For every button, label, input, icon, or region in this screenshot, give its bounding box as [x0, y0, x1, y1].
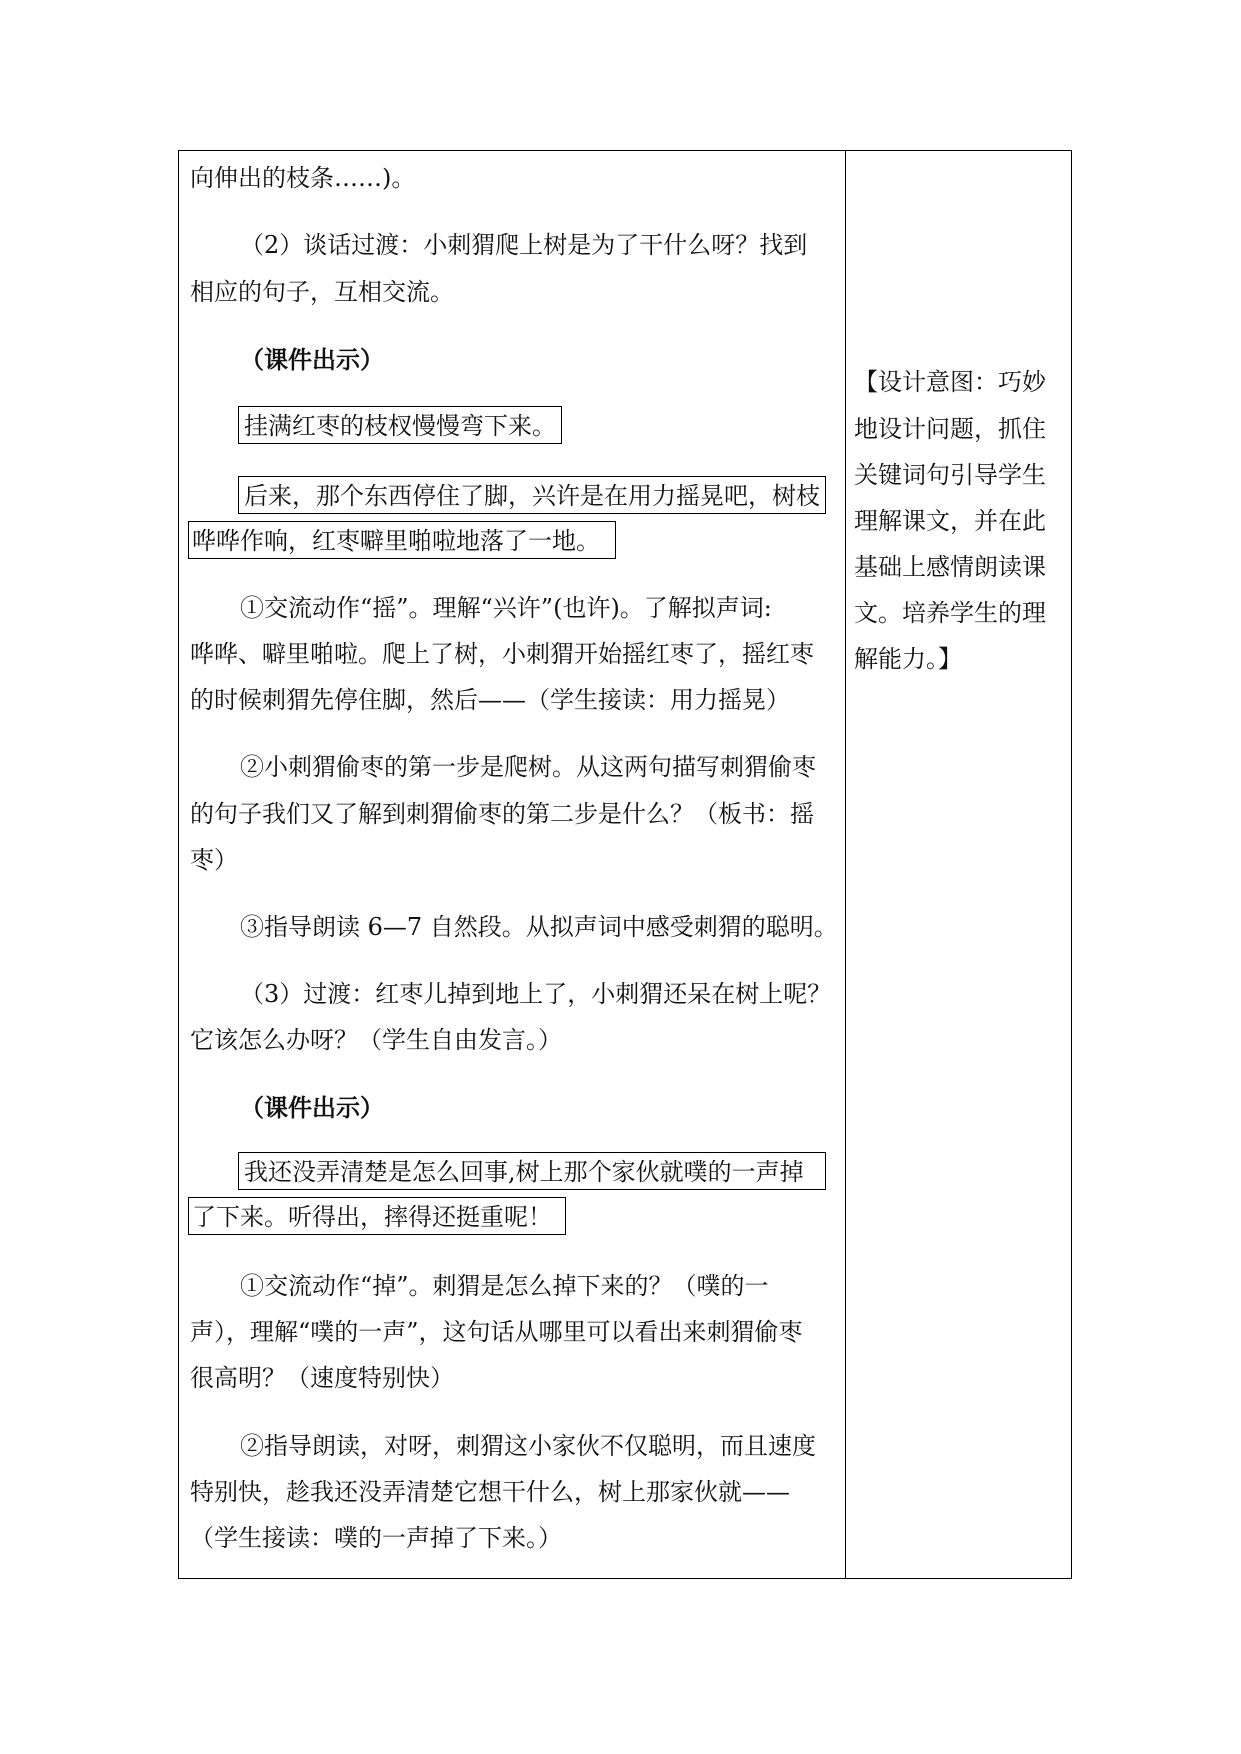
activity-b1-line-3: 很高明？（速度特别快） [190, 1364, 454, 1392]
text-line: 向伸出的枝条……)。 [190, 164, 416, 192]
courseware-heading-2: （课件出示） [240, 1093, 384, 1122]
activity-2-line-2: 的句子我们又了解到刺猬偷枣的第二步是什么？（板书：摇 [190, 800, 814, 828]
activity-2-line-3: 枣） [190, 846, 238, 874]
design-intent-line-6: 文。培养学生的理 [854, 599, 1046, 627]
paragraph-3-line-1: （3）过渡：红枣儿掉到地上了，小刺猬还呆在树上呢？ [240, 980, 832, 1008]
courseware-heading-1: （课件出示） [240, 345, 384, 374]
paragraph-3-line-2: 它该怎么办呀？（学生自由发言。） [190, 1026, 562, 1054]
activity-2-line-1: ②小刺猬偷枣的第一步是爬树。从这两句描写刺猬偷枣 [240, 753, 816, 781]
activity-b2-line-1: ②指导朗读，对呀，刺猬这小家伙不仅聪明，而且速度 [240, 1432, 816, 1460]
design-intent-line-2: 地设计问题，抓住 [854, 415, 1046, 443]
column-divider [845, 151, 846, 1578]
quote-3-line-2: 了下来。听得出，摔得还挺重呢！ [192, 1203, 552, 1231]
design-intent-line-4: 理解课文，并在此 [854, 507, 1046, 535]
design-intent-line-3: 关键词句引导学生 [854, 461, 1046, 489]
design-intent-line-5: 基础上感情朗读课 [854, 553, 1046, 581]
activity-1-line-2: 哗哗、噼里啪啦。爬上了树，小刺猬开始摇红枣了，摇红枣 [190, 640, 814, 668]
quote-2-line-2: 哗哗作响，红枣噼里啪啦地落了一地。 [192, 527, 600, 555]
quote-3-line-1: 我还没弄清楚是怎么回事,树上那个家伙就噗的一声掉 [244, 1158, 804, 1186]
design-intent-line-7: 解能力。】 [854, 645, 962, 673]
activity-b1-line-1: ①交流动作“掉”。刺猬是怎么掉下来的？（噗的一 [240, 1272, 769, 1300]
activity-1-line-1: ①交流动作“摇”。理解“兴许”(也许)。了解拟声词: [240, 594, 772, 622]
quote-1: 挂满红枣的枝杈慢慢弯下来。 [244, 412, 556, 440]
activity-b1-line-2: 声），理解“噗的一声”，这句话从哪里可以看出来刺猬偷枣 [190, 1318, 803, 1346]
activity-b2-line-2: 特别快，趁我还没弄清楚它想干什么，树上那家伙就—— [190, 1478, 790, 1506]
quote-2-line-1: 后来，那个东西停住了脚，兴许是在用力摇晃吧，树枝 [244, 482, 820, 510]
paragraph-2-line-1: （2）谈话过渡：小刺猬爬上树是为了干什么呀？找到 [240, 231, 808, 259]
activity-3: ③指导朗读 6—7 自然段。从拟声词中感受刺猬的聪明。 [240, 913, 838, 941]
design-intent-line-1: 【设计意图：巧妙 [854, 368, 1046, 396]
paragraph-2-line-2: 相应的句子，互相交流。 [190, 278, 454, 306]
activity-b2-line-3: （学生接读：噗的一声掉了下来。） [190, 1524, 562, 1552]
activity-1-line-3: 的时候刺猬先停住脚，然后——（学生接读：用力摇晃） [190, 686, 790, 714]
